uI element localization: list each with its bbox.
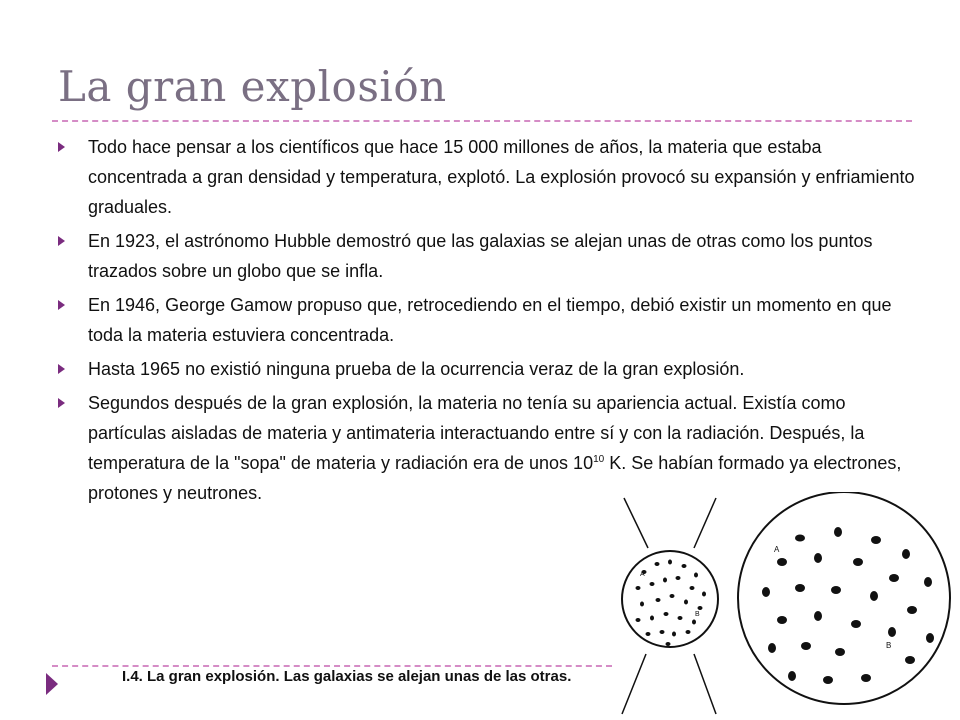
galaxy-dot <box>814 611 822 621</box>
galaxy-dot <box>902 549 910 559</box>
galaxy-dot <box>907 606 917 614</box>
bullet-text-start: Segundos después de la gran explosión, la materia no tenía su apariencia actual. Existía como partículas aisladas de materia y antimateria interactuando entre sí y con la radiación. Después, la temperatura de la "sopa" de materia y radiación era de unos 10 <box>88 393 865 473</box>
galaxy-dot <box>656 598 661 602</box>
bullet-item <box>58 388 918 508</box>
galaxy-dot <box>823 676 833 684</box>
galaxy-dot <box>678 616 683 620</box>
galaxy-dot <box>835 648 845 656</box>
galaxy-dot <box>924 577 932 587</box>
bullet-text: En 1923, el astrónomo Hubble demostró que las galaxias se alejan unas de otras como los puntos trazados sobre un globo que se infla. <box>88 231 873 281</box>
galaxy-dot <box>702 592 706 597</box>
bullet-item <box>58 226 918 286</box>
galaxy-dot <box>926 633 934 643</box>
galaxy-dot <box>888 627 896 637</box>
galaxy-dot <box>663 578 667 583</box>
footer-divider <box>52 665 612 667</box>
expanding-universe-illustration <box>612 492 960 720</box>
galaxy-dot <box>870 591 878 601</box>
galaxy-dot <box>831 586 841 594</box>
bullet-arrow-icon <box>58 300 65 310</box>
bullet-list <box>58 132 918 512</box>
exponent: 10 <box>593 454 605 465</box>
galaxy-dot <box>795 535 805 542</box>
galaxy-dot <box>853 558 863 566</box>
galaxy-dot <box>650 616 654 621</box>
small-balloon <box>622 551 718 647</box>
galaxy-dot <box>682 564 687 568</box>
galaxy-dot <box>905 656 915 664</box>
galaxy-dot <box>672 632 676 637</box>
galaxy-dot <box>694 573 698 578</box>
galaxy-dot <box>814 553 822 563</box>
galaxy-dot <box>684 600 688 605</box>
galaxy-dot <box>690 586 695 590</box>
footer-arrow-icon <box>46 673 58 695</box>
small-label-a: A <box>640 571 645 578</box>
bullet-text-end: K. Se habían formado ya electrones, protones y neutrones. <box>88 453 902 503</box>
slide-title: La gran explosión <box>58 62 447 111</box>
galaxy-dot <box>801 642 811 650</box>
expansion-line <box>694 498 716 548</box>
bullet-arrow-icon <box>58 398 65 408</box>
bullet-item <box>58 290 918 350</box>
bullet-item <box>58 132 918 222</box>
bullet-item <box>58 354 918 384</box>
galaxy-dot <box>889 574 899 582</box>
bullet-text: Todo hace pensar a los científicos que hace 15 000 millones de años, la materia que estaba concentrada a gran densidad y temperatura, explotó. La explosión provocó su expansión y enfriamiento graduales. <box>88 137 915 217</box>
galaxy-dot <box>788 671 796 681</box>
expansion-line <box>622 654 646 714</box>
galaxy-dot <box>676 576 681 580</box>
bullet-arrow-icon <box>58 142 65 152</box>
galaxy-dot <box>851 620 861 628</box>
large-balloon <box>738 492 950 704</box>
small-label-b: B <box>695 611 700 618</box>
expansion-line <box>624 498 648 548</box>
galaxy-dot <box>698 606 703 610</box>
figure-caption: I.4. La gran explosión. Las galaxias se alejan unas de las otras. <box>122 668 572 685</box>
galaxy-dot <box>670 594 675 598</box>
bullet-arrow-icon <box>58 236 65 246</box>
expansion-line <box>694 654 716 714</box>
galaxy-dot <box>664 612 669 616</box>
title-divider <box>52 120 912 122</box>
galaxy-dot <box>666 642 671 646</box>
bullet-arrow-icon <box>58 364 65 374</box>
galaxy-dot <box>834 527 842 537</box>
large-label-b: B <box>886 641 892 650</box>
galaxy-dot <box>636 586 641 590</box>
galaxy-dot <box>777 558 787 566</box>
galaxy-dot <box>660 630 665 634</box>
bullet-text: En 1946, George Gamow propuso que, retrocediendo en el tiempo, debió existir un momento en que toda la materia estuviera concentrada. <box>88 295 892 345</box>
galaxy-dot <box>762 587 770 597</box>
galaxy-dot <box>692 620 696 625</box>
galaxy-dot <box>686 630 691 634</box>
galaxy-dot <box>861 674 871 682</box>
galaxy-dot <box>646 632 651 636</box>
galaxy-dot <box>640 602 644 607</box>
galaxy-dot <box>768 643 776 653</box>
large-label-a: A <box>774 545 780 554</box>
galaxy-dot <box>655 562 660 566</box>
galaxy-dot <box>871 536 881 544</box>
galaxy-dot <box>650 582 655 586</box>
galaxy-dot <box>668 560 672 565</box>
bullet-text: Hasta 1965 no existió ninguna prueba de la ocurrencia veraz de la gran explosión. <box>88 359 745 379</box>
galaxy-dot <box>795 584 805 592</box>
galaxy-dot <box>777 616 787 624</box>
galaxy-dot <box>636 618 641 622</box>
